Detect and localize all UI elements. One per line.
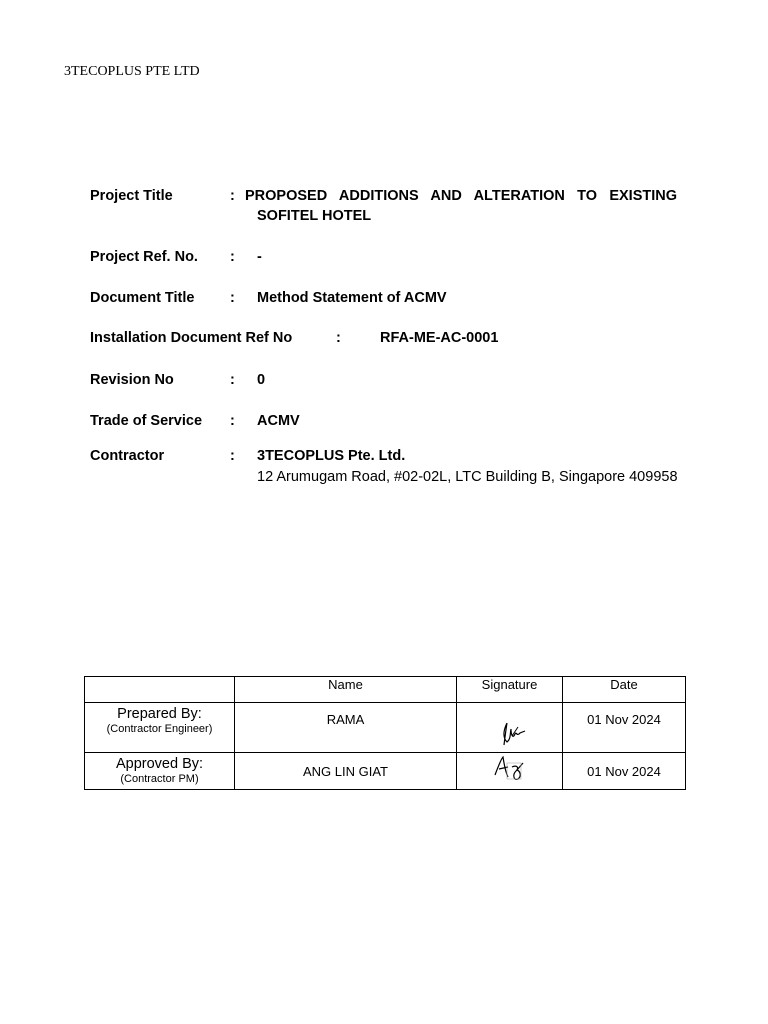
document-title-value: Method Statement of ACMV	[257, 290, 447, 306]
header-name: Name	[235, 677, 457, 703]
signature-image	[480, 709, 540, 749]
trade-label: Trade of Service	[90, 413, 203, 429]
signature-cell	[457, 703, 563, 753]
project-ref-colon: :	[230, 249, 235, 265]
role-cell	[85, 703, 235, 753]
project-title-label: Project Title	[90, 188, 173, 204]
header-signature: Signature	[457, 677, 563, 703]
role-title: Prepared By:	[117, 706, 202, 722]
date-value: 01 Nov 2024	[587, 764, 661, 779]
trade-colon: :	[230, 413, 235, 429]
installation-ref-label: Installation Document Ref No	[90, 330, 293, 346]
role-title: Approved By:	[115, 756, 204, 772]
name-cell	[235, 703, 457, 753]
date-cell	[563, 753, 686, 790]
trade-value: ACMV	[257, 413, 300, 429]
installation-ref-value: RFA-ME-AC-0001	[380, 330, 499, 346]
contractor-address: 12 Arumugam Road, #02-02L, LTC Building B, Singapore 409958	[257, 469, 678, 485]
table-row	[85, 753, 686, 790]
table-header-row	[85, 677, 686, 703]
name-cell	[235, 753, 457, 790]
signature-cell	[457, 753, 563, 790]
name-value: ANG LIN GIAT	[303, 764, 388, 779]
project-ref-value: -	[257, 249, 262, 265]
project-ref-label: Project Ref. No.	[90, 249, 198, 265]
date-value: 01 Nov 2024	[587, 712, 661, 727]
revision-colon: :	[230, 372, 235, 388]
revision-label: Revision No	[90, 372, 174, 388]
table-row	[85, 703, 686, 753]
installation-ref-colon: :	[336, 330, 341, 346]
contractor-colon: :	[230, 448, 235, 464]
contractor-label: Contractor	[90, 448, 165, 464]
approval-table	[84, 676, 686, 790]
project-title-value-line1: PROPOSED ADDITIONS AND ALTERATION TO EXISTING	[245, 188, 677, 204]
revision-value: 0	[257, 372, 266, 388]
signature-image	[480, 753, 540, 787]
role-detail: (Contractor Engineer)	[106, 723, 213, 735]
document-title-colon: :	[230, 290, 235, 306]
role-cell	[85, 753, 235, 790]
header-blank	[85, 677, 235, 703]
project-title-value-line2: SOFITEL HOTEL	[257, 208, 372, 224]
name-value: RAMA	[326, 712, 365, 727]
header-date: Date	[563, 677, 686, 703]
company-name: 3TECOPLUS PTE LTD	[64, 64, 200, 79]
date-cell	[563, 703, 686, 753]
project-title-colon: :	[230, 188, 235, 204]
role-detail: (Contractor PM)	[120, 773, 199, 785]
contractor-value: 3TECOPLUS Pte. Ltd.	[257, 448, 406, 464]
document-title-label: Document Title	[90, 290, 195, 306]
